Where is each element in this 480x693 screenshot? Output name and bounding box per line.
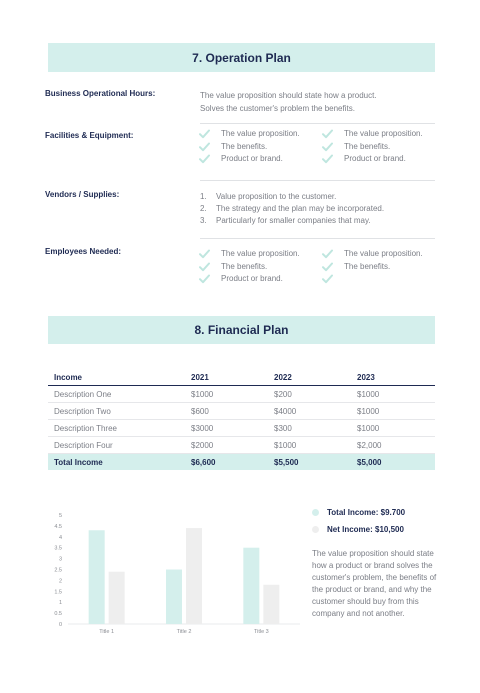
y-tick-label: 2.5 — [54, 567, 62, 574]
table-cell: $1000 — [351, 403, 435, 420]
table-cell: $200 — [268, 386, 351, 403]
y-tick-label: 1.5 — [54, 589, 62, 596]
vendor-item: 3. Particularly for smaller companies that may. — [200, 216, 371, 225]
y-tick-label: 2 — [58, 578, 62, 585]
divider — [200, 238, 435, 239]
check-item-label: The benefits. — [221, 261, 268, 271]
check-icon — [199, 249, 211, 261]
y-tick-label: 1 — [58, 600, 62, 607]
vendor-item: 2. The strategy and the plan may be incorporated. — [200, 204, 385, 213]
total-cell: $6,600 — [185, 454, 268, 471]
bar-series-2-1 — [109, 572, 125, 624]
facilities-label: Facilities & Equipment: — [45, 131, 134, 140]
check-icon — [199, 274, 211, 286]
table-cell: $1000 — [268, 437, 351, 454]
check-icon — [322, 262, 334, 274]
table-cell: Description Three — [48, 420, 185, 437]
y-tick-label: 5 — [58, 513, 62, 519]
financial-plan-title: 8. Financial Plan — [194, 323, 289, 337]
check-item-label: The value proposition. — [344, 129, 423, 138]
check-icon — [322, 142, 334, 154]
divider — [200, 180, 435, 181]
check-icon — [322, 249, 334, 261]
table-cell: $4000 — [268, 403, 351, 420]
table-cell: $300 — [268, 420, 351, 437]
table-row — [48, 420, 435, 437]
table-cell: $2000 — [185, 437, 268, 454]
table-row — [48, 437, 435, 454]
legend-net — [312, 525, 404, 534]
column-header: 2023 — [351, 370, 435, 386]
y-tick-label: 4.5 — [54, 523, 62, 530]
column-header: 2022 — [268, 370, 351, 386]
operation-plan-header — [48, 43, 435, 72]
check-item-label: Product or brand. — [344, 154, 406, 163]
operation-plan-title: 7. Operation Plan — [192, 50, 291, 65]
bar-series-2-3 — [263, 585, 279, 624]
table-cell: Description Four — [48, 437, 185, 454]
x-tick-label: Title 3 — [253, 629, 269, 635]
financial-table — [48, 370, 435, 470]
legend-total — [312, 508, 405, 517]
table-cell: $1000 — [351, 420, 435, 437]
hours-line-2: Solves the customer's problem the benefits. — [200, 104, 355, 113]
total-cell: $5,000 — [351, 454, 435, 471]
x-tick-label: Title 1 — [99, 629, 115, 635]
bar-series-1-3 — [243, 548, 259, 624]
total-cell: Total Income — [48, 454, 185, 471]
vendor-item: 1. Value proposition to the customer. — [200, 192, 337, 201]
check-icon — [199, 154, 211, 166]
legend-swatch-gray — [312, 526, 319, 533]
check-item-label: The benefits. — [221, 141, 268, 151]
hours-line-1: The value proposition should state how a product. — [200, 91, 377, 100]
table-header-row — [48, 370, 435, 386]
table-cell: $1000 — [351, 386, 435, 403]
check-icon — [322, 274, 334, 286]
legend-total-label: Total Income: $9.700 — [327, 508, 406, 517]
check-item-label: The benefits. — [344, 141, 391, 151]
bar-series-1-2 — [166, 570, 182, 625]
employees-label: Employees Needed: — [45, 247, 122, 256]
legend-swatch-teal — [312, 509, 319, 516]
table-cell: $2,000 — [351, 437, 435, 454]
table-cell: $600 — [185, 403, 268, 420]
check-icon — [322, 154, 334, 166]
y-tick-label: 0 — [58, 622, 62, 628]
legend-net-label: Net Income: $10,500 — [327, 525, 404, 534]
check-item-label: Product or brand. — [221, 274, 283, 283]
financial-plan-header — [48, 316, 435, 344]
check-item-label: The benefits. — [344, 261, 391, 271]
check-item-label: The value proposition. — [344, 249, 423, 258]
y-tick-label: 0.5 — [54, 611, 62, 618]
check-icon — [199, 262, 211, 274]
y-tick-label: 3 — [58, 556, 62, 563]
x-tick-label: Title 2 — [176, 629, 192, 635]
bar-chart — [40, 507, 300, 647]
check-icon — [199, 129, 211, 141]
y-tick-label: 4 — [58, 534, 62, 541]
vendors-label: Vendors / Supplies: — [45, 190, 120, 199]
description-paragraph: The value proposition should state how a product or brand solves the customer's problem, the benefits of the product or brand, and why the customer should buy from this company and not another. — [312, 549, 437, 619]
total-cell: $5,500 — [268, 454, 351, 471]
check-icon — [322, 129, 334, 141]
y-tick-label: 3.5 — [54, 545, 62, 552]
table-cell: Description One — [48, 386, 185, 403]
check-item-label: The value proposition. — [221, 129, 300, 138]
table-cell: $1000 — [185, 386, 268, 403]
check-icon — [199, 142, 211, 154]
divider — [200, 123, 435, 124]
bar-series-2-2 — [186, 528, 202, 624]
check-item-label: The value proposition. — [221, 249, 300, 258]
check-item-label: Product or brand. — [221, 154, 283, 163]
total-row — [48, 454, 435, 471]
hours-label: Business Operational Hours: — [45, 89, 156, 98]
table-row — [48, 403, 435, 420]
column-header: Income — [48, 370, 185, 386]
column-header: 2021 — [185, 370, 268, 386]
table-body — [48, 386, 435, 471]
table-row — [48, 386, 435, 403]
table-cell: $3000 — [185, 420, 268, 437]
table-cell: Description Two — [48, 403, 185, 420]
bar-series-1-1 — [89, 530, 105, 624]
